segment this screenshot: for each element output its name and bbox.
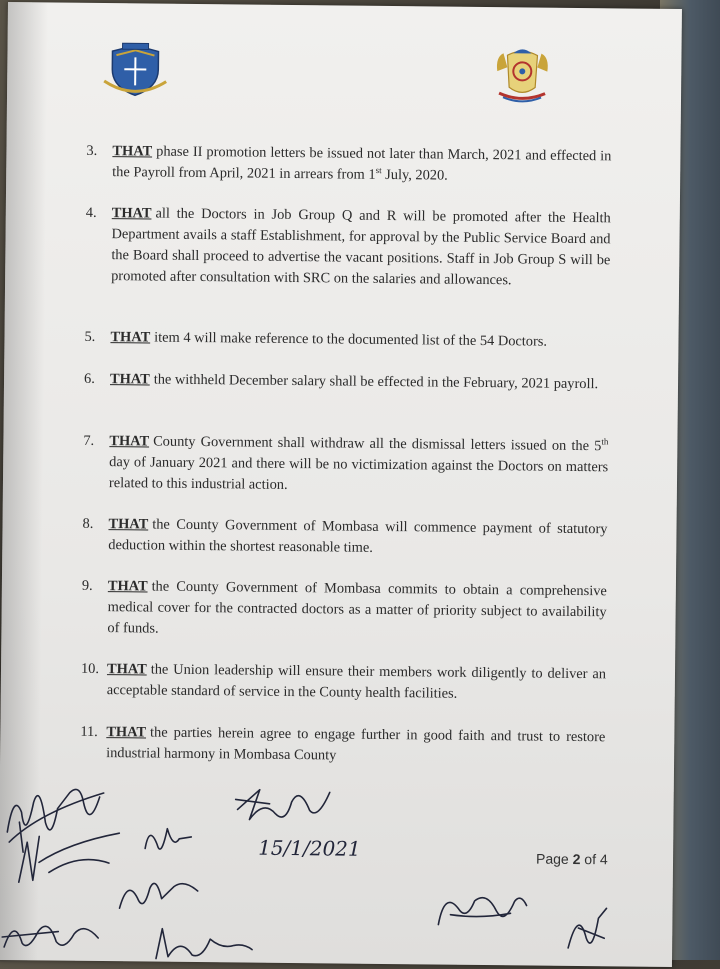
item-number: 9. (82, 576, 106, 597)
union-crest-logo (102, 41, 169, 98)
item-number: 10. (81, 659, 105, 680)
item-keyword: THAT (112, 205, 152, 221)
page-current: 2 (573, 851, 581, 867)
item-text: all the Doctors in Job Group Q and R will be promoted after the Health Department avails a staff Establishment, for approval by the Public Service Board and the Board shall proceed to advertise the vacant positions. Staff in Job Group S will be promoted after consultation with SRC on the salaries and allowances. (111, 206, 611, 289)
signature-5 (229, 779, 350, 830)
signature-6 (0, 907, 109, 958)
item-keyword: THAT (110, 371, 150, 387)
page-total: 4 (600, 851, 608, 867)
list-item-6 (84, 369, 609, 395)
item-text: County Government shall withdraw all the dismissal letters issued on the 5 (153, 434, 601, 455)
item-number: 8. (82, 514, 106, 535)
list-item-9 (81, 576, 607, 644)
signature-4 (113, 868, 204, 919)
item-keyword: THAT (109, 433, 149, 449)
county-emblem-logo (493, 47, 552, 104)
signature-2 (9, 822, 130, 893)
item-text-end: day of January 2021 and there will be no victimization against the Doctors on matters related to this industrial action. (109, 454, 608, 493)
item-number: 3. (86, 141, 110, 162)
page-number-label (536, 851, 608, 868)
signature-3 (139, 818, 199, 859)
page-label-of: of (584, 851, 596, 867)
item-number: 6. (84, 369, 108, 390)
item-keyword: THAT (108, 578, 148, 594)
item-text: phase II promotion letters be issued not later than March, 2021 and effected in the Payroll from April, 2021 in arrears from 1 (112, 144, 611, 183)
item-keyword: THAT (106, 724, 146, 740)
page-label-prefix: Page (536, 851, 569, 867)
item-text: the County Government of Mombasa commits to obtain a comprehensive medical cover for the contracted doctors as a matter of priority subject to availability of funds. (107, 579, 607, 637)
item-number: 7. (83, 431, 107, 452)
item-number: 11. (80, 722, 104, 743)
item-text: the withheld December salary shall be effected in the February, 2021 payroll. (154, 372, 599, 393)
item-keyword: THAT (110, 329, 150, 345)
item-text-end: July, 2020. (382, 167, 448, 184)
item-superscript: th (601, 436, 608, 446)
item-number: 4. (86, 203, 110, 224)
list-item-7 (83, 431, 609, 499)
document-page (0, 2, 682, 967)
item-text: the Union leadership will ensure their members work diligently to deliver an acceptable standard of service in the County health facilities. (107, 662, 606, 702)
item-keyword: THAT (112, 143, 152, 159)
signature-7 (148, 919, 258, 965)
item-number: 5. (84, 327, 108, 348)
item-text: the County Government of Mombasa will commence payment of statutory deduction within the shortest reasonable time. (108, 517, 607, 556)
item-text: the parties herein agree to engage further in good faith and trust to restore industrial harmony in Mombasa County (106, 725, 605, 764)
signature-8 (430, 884, 531, 935)
signature-date (254, 827, 344, 868)
signature-date-text: 15/1/2021 (258, 836, 361, 861)
item-superscript: st (376, 165, 382, 175)
list-item-10 (81, 659, 606, 706)
list-item-4 (85, 203, 611, 292)
item-text: item 4 will make reference to the documented list of the 54 Doctors. (154, 330, 547, 350)
list-item-3 (86, 141, 611, 188)
list-item-5 (84, 327, 609, 353)
signature-9 (558, 898, 619, 959)
list-item-11 (80, 722, 605, 769)
item-keyword: THAT (108, 516, 148, 532)
list-item-8 (82, 514, 607, 561)
item-keyword: THAT (107, 661, 147, 677)
